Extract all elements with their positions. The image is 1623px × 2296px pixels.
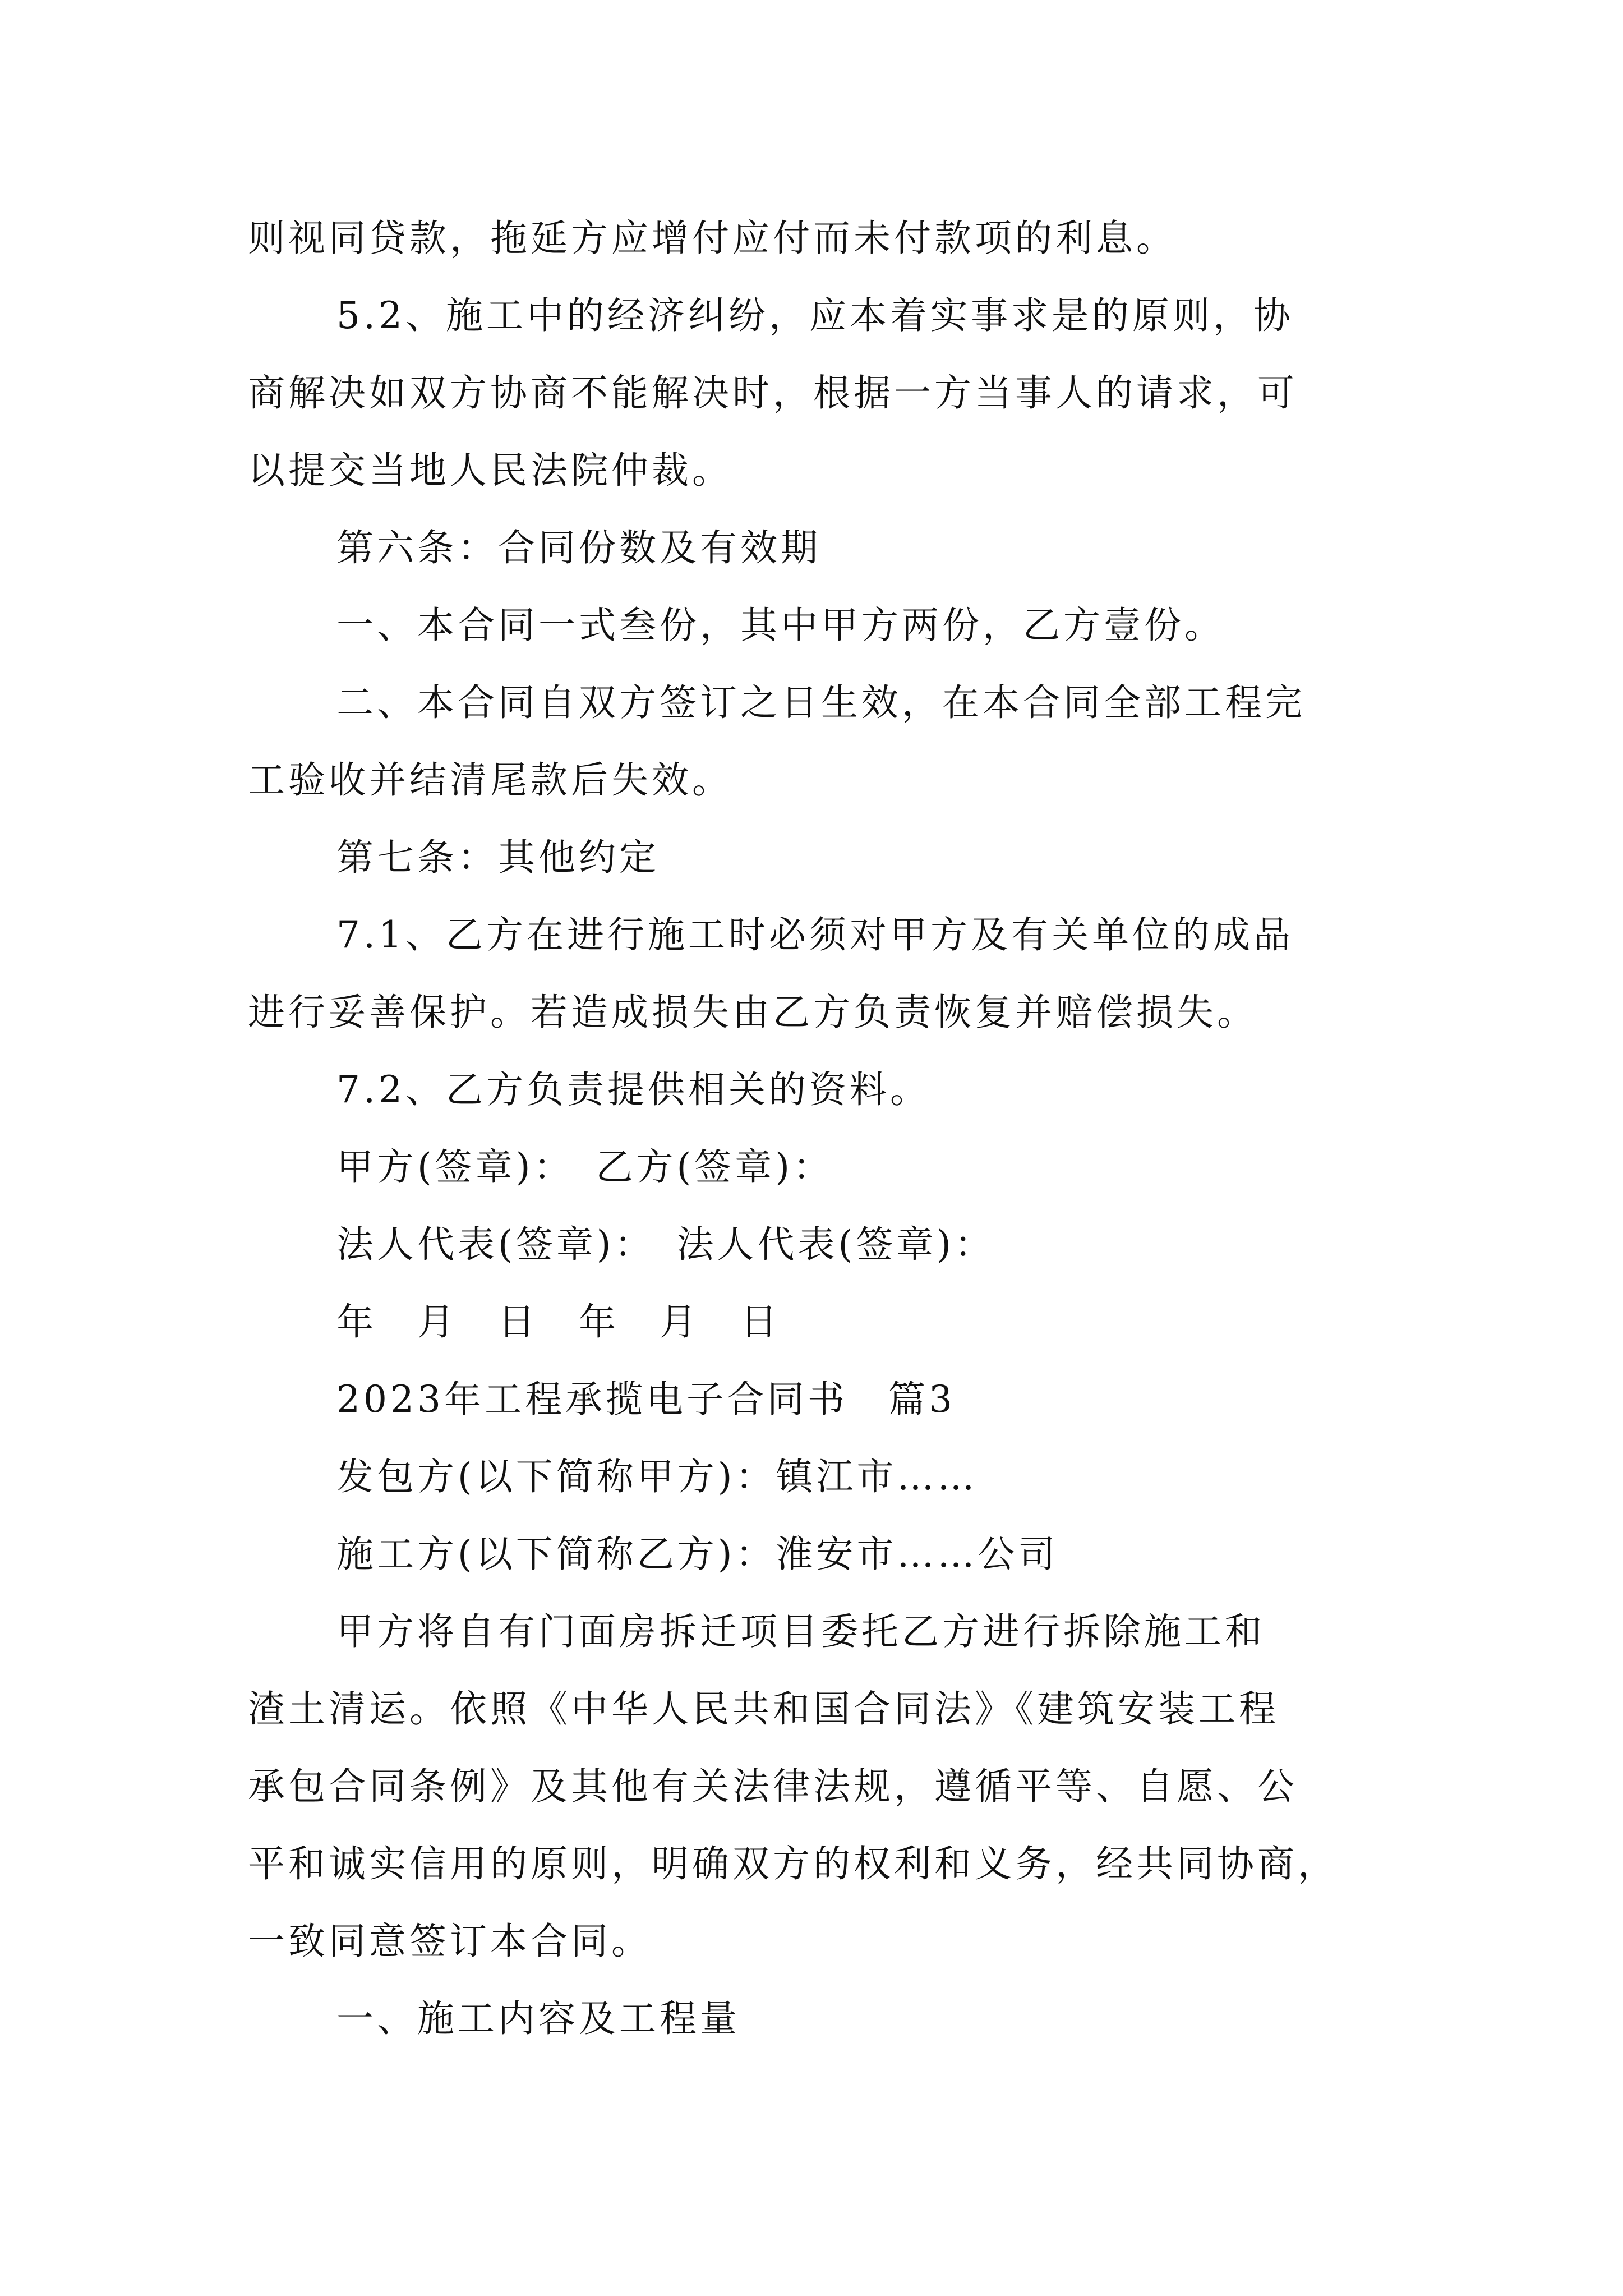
paragraph-line: 甲方将自有门面房拆迁项目委托乙方进行拆除施工和 [336, 1610, 1265, 1653]
date-line: 年 月 日 年 月 日 [336, 1300, 781, 1343]
paragraph-line: 平和诚实信用的原则，明确双方的权利和义务，经共同协商， [248, 1842, 1338, 1885]
paragraph-line: 工验收并结清尾款后失效。 [248, 758, 732, 802]
paragraph-line: 5.2、施工中的经济纠纷，应本着实事求是的原则，协 [336, 294, 1294, 337]
section-heading: 第六条：合同份数及有效期 [336, 526, 821, 569]
paragraph-line: 商解决如双方协商不能解决时，根据一方当事人的请求，可 [248, 371, 1298, 415]
paragraph-line: 一致同意签订本合同。 [248, 1920, 652, 1963]
paragraph-line: 7.2、乙方负责提供相关的资料。 [336, 1068, 930, 1111]
paragraph-line: 渣土清运。依照《中华人民共和国合同法》《建筑安装工程 [248, 1687, 1279, 1731]
contract-title: 2023年工程承揽电子合同书 篇3 [336, 1378, 956, 1421]
paragraph-line: 二、本合同自双方签订之日生效，在本合同全部工程完 [336, 681, 1306, 724]
section-heading: 一、施工内容及工程量 [336, 1997, 740, 2040]
party-line: 施工方(以下简称乙方)：淮安市……公司 [336, 1533, 1059, 1576]
signature-line: 甲方(签章)： 乙方(签章)： [336, 1145, 833, 1189]
signature-line: 法人代表(签章)： 法人代表(签章)： [336, 1223, 995, 1266]
paragraph-line: 则视同贷款，拖延方应增付应付而未付款项的利息。 [248, 217, 1177, 260]
paragraph-line: 一、本合同一式叁份，其中甲方两份，乙方壹份。 [336, 604, 1225, 647]
paragraph-line: 承包合同条例》及其他有关法律法规，遵循平等、自愿、公 [248, 1765, 1298, 1808]
section-heading: 第七条：其他约定 [336, 836, 660, 879]
paragraph-line: 7.1、乙方在进行施工时必须对甲方及有关单位的成品 [336, 913, 1294, 956]
party-line: 发包方(以下简称甲方)：镇江市…… [336, 1455, 978, 1498]
paragraph-line: 进行妥善保护。若造成损失由乙方负责恢复并赔偿损失。 [248, 991, 1257, 1034]
paragraph-line: 以提交当地人民法院仲裁。 [248, 449, 732, 492]
